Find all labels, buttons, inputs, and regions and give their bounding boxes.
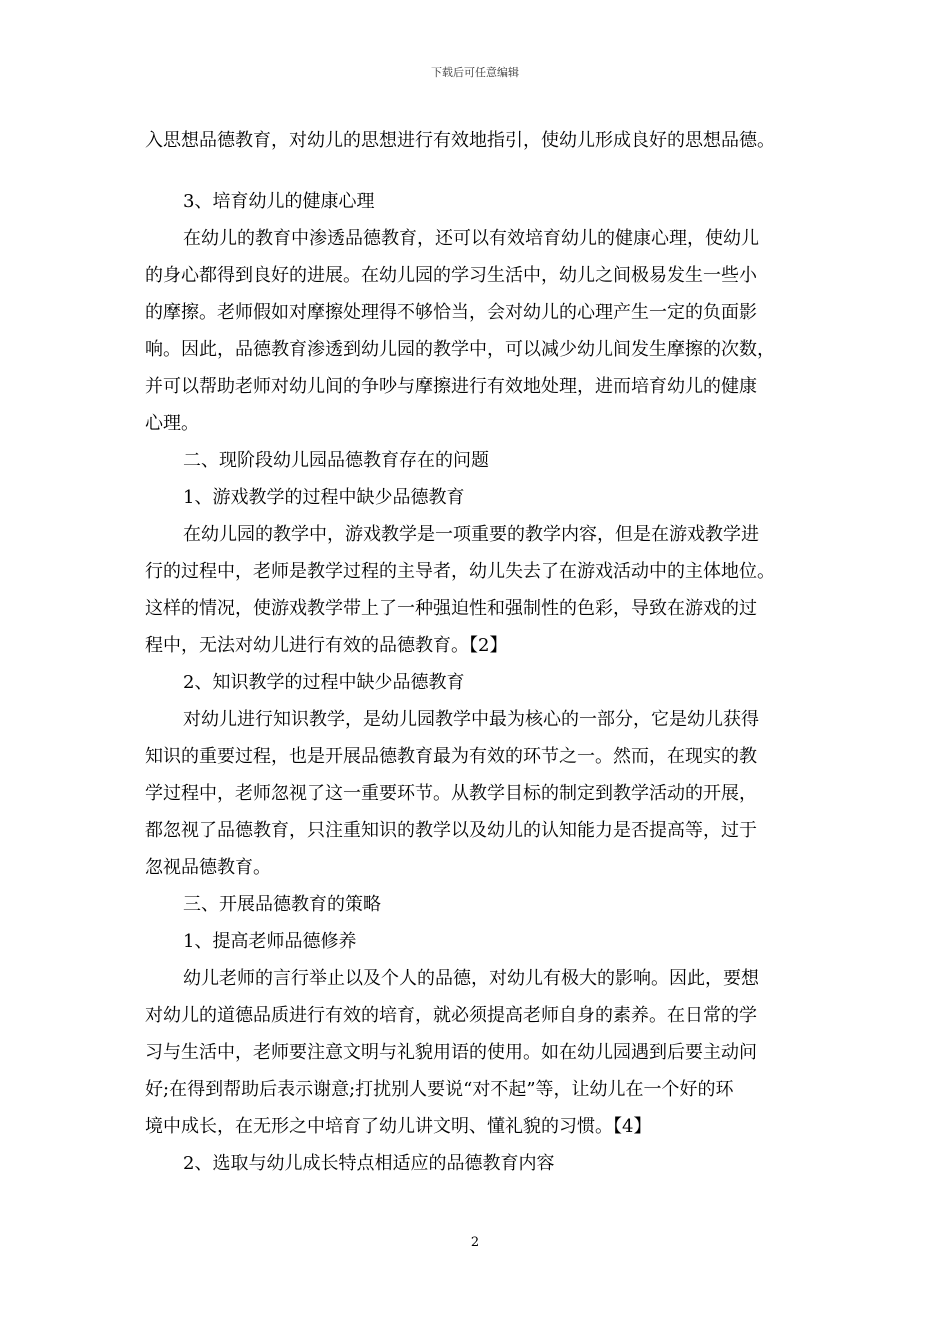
paragraph-line: 的摩擦。老师假如对摩擦处理得不够恰当，会对幼儿的心理产生一定的负面影 bbox=[145, 302, 757, 323]
paragraph-line: 对幼儿进行知识教学，是幼儿园教学中最为核心的一部分，它是幼儿获得 bbox=[183, 709, 759, 730]
paragraph-line: 这样的情况，使游戏教学带上了一种强迫性和强制性的色彩，导致在游戏的过 bbox=[145, 598, 757, 619]
paragraph-line: 响。因此，品德教育渗透到幼儿园的教学中，可以减少幼儿间发生摩擦的次数， bbox=[145, 339, 775, 360]
paragraph-line: 习与生活中，老师要注意文明与礼貌用语的使用。如在幼儿园遇到后要主动问 bbox=[145, 1042, 757, 1063]
document-body bbox=[145, 122, 825, 1182]
paragraph-line: 在幼儿园的教学中，游戏教学是一项重要的教学内容，但是在游戏教学进 bbox=[183, 524, 759, 545]
page-header: 下载后可任意编辑 bbox=[431, 66, 519, 79]
paragraph-line: 程中，无法对幼儿进行有效的品德教育。【2】 bbox=[145, 635, 508, 656]
paragraph-line: 的身心都得到良好的进展。在幼儿园的学习生活中，幼儿之间极易发生一些小 bbox=[145, 265, 757, 286]
section-heading: 三、开展品德教育的策略 bbox=[183, 894, 381, 915]
paragraph-line: 幼儿老师的言行举止以及个人的品德，对幼儿有极大的影响。因此，要想 bbox=[183, 968, 759, 989]
paragraph-line: 学过程中，老师忽视了这一重要环节。从教学目标的制定到教学活动的开展， bbox=[145, 783, 757, 804]
paragraph-line: 对幼儿的道德品质进行有效的培育，就必须提高老师自身的素养。在日常的学 bbox=[145, 1005, 757, 1026]
paragraph-line: 知识的重要过程，也是开展品德教育最为有效的环节之一。然而，在现实的教 bbox=[145, 746, 757, 767]
paragraph-line: 都忽视了品德教育，只注重知识的教学以及幼儿的认知能力是否提高等，过于 bbox=[145, 820, 757, 841]
paragraph-line: 境中成长，在无形之中培育了幼儿讲文明、懂礼貌的习惯。【4】 bbox=[145, 1116, 652, 1137]
paragraph-line: 心理。 bbox=[145, 413, 199, 434]
page-number: 2 bbox=[470, 1235, 480, 1250]
paragraph-line: 忽视品德教育。 bbox=[145, 857, 271, 878]
section-heading: 2、知识教学的过程中缺少品德教育 bbox=[183, 672, 465, 693]
paragraph-line: 好;在得到帮助后表示谢意;打扰别人要说“对不起”等，让幼儿在一个好的环 bbox=[145, 1079, 734, 1100]
paragraph-line: 在幼儿的教育中渗透品德教育，还可以有效培育幼儿的健康心理，使幼儿 bbox=[183, 228, 759, 249]
section-heading: 1、提高老师品德修养 bbox=[183, 931, 357, 952]
paragraph-line: 入思想品德教育，对幼儿的思想进行有效地指引，使幼儿形成良好的思想品德。 bbox=[145, 130, 775, 151]
section-heading: 二、现阶段幼儿园品德教育存在的问题 bbox=[183, 450, 489, 471]
paragraph-line: 并可以帮助老师对幼儿间的争吵与摩擦进行有效地处理，进而培育幼儿的健康 bbox=[145, 376, 757, 397]
paragraph-line: 行的过程中，老师是教学过程的主导者，幼儿失去了在游戏活动中的主体地位。 bbox=[145, 561, 775, 582]
section-heading: 1、游戏教学的过程中缺少品德教育 bbox=[183, 487, 465, 508]
section-heading: 2、选取与幼儿成长特点相适应的品德教育内容 bbox=[183, 1153, 555, 1174]
section-heading: 3、培育幼儿的健康心理 bbox=[183, 191, 375, 212]
